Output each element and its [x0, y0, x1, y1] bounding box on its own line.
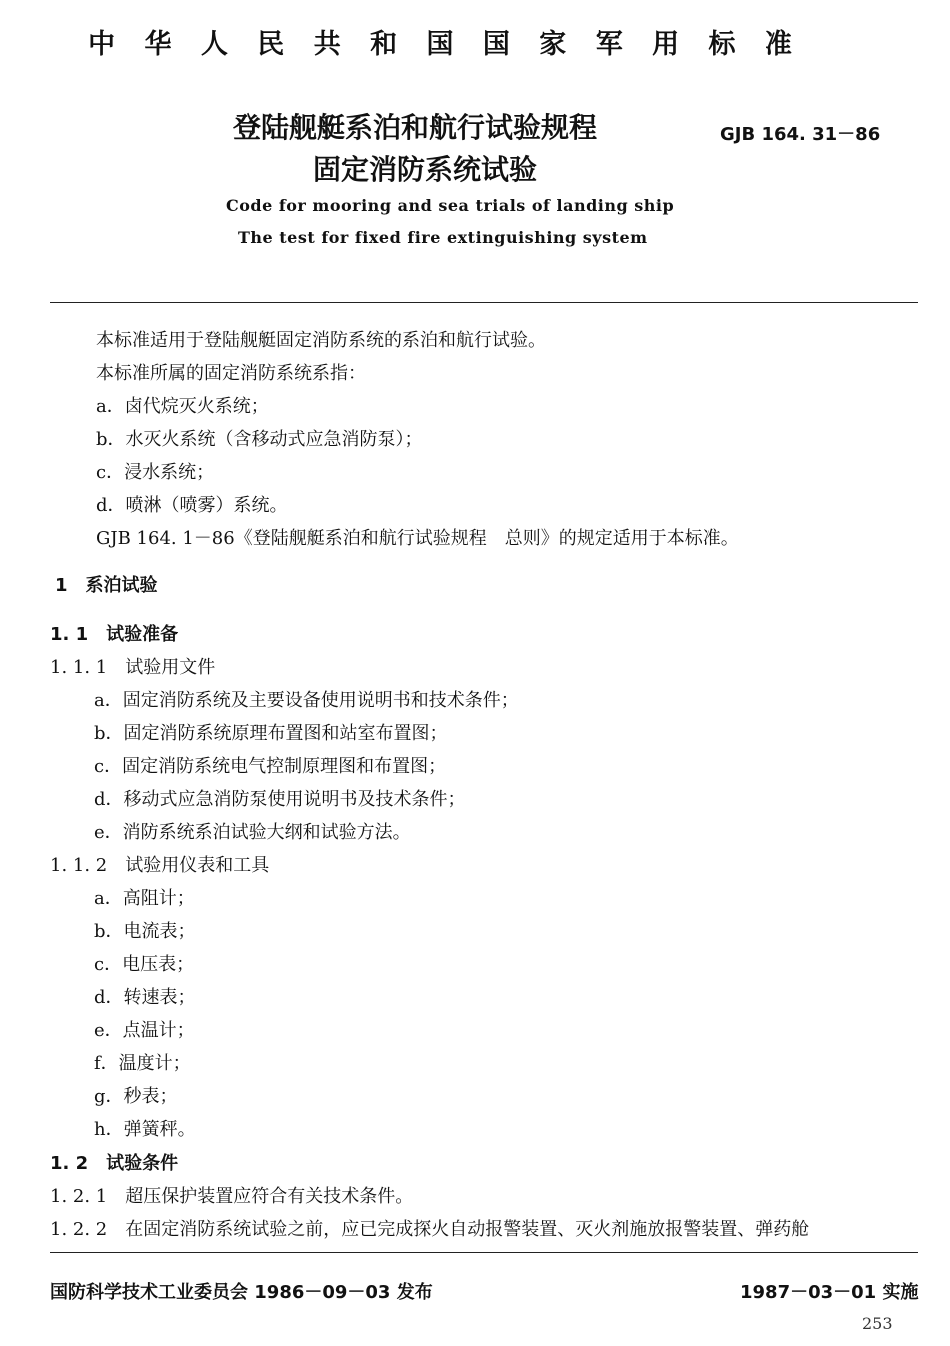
list-item: d．移动式应急消防泵使用说明书及技术条件； [94, 789, 466, 810]
title-english-line2: The test for fixed fire extinguishing system [238, 228, 648, 247]
list-item: g．秒表； [94, 1086, 178, 1107]
page-number: 253 [862, 1314, 893, 1333]
standard-number: GJB 164. 31－86 [720, 124, 881, 145]
list-item: c．电压表； [94, 954, 195, 975]
section-heading-1-1-1: 1. 1. 1 试验用文件 [50, 657, 216, 678]
reference-text: GJB 164. 1－86《登陆舰艇系泊和航行试验规程 总则》的规定适用于本标准。 [96, 528, 739, 549]
header-divider [50, 302, 918, 303]
section-heading-1: 1 系泊试验 [55, 575, 158, 596]
effective-date: 1987－03－01 实施 [740, 1282, 919, 1303]
list-item: d．喷淋（喷雾）系统。 [96, 495, 288, 516]
title-english-line1: Code for mooring and sea trials of landing ship [226, 196, 675, 215]
section-heading-1-2: 1. 2 试验条件 [50, 1153, 179, 1174]
clause-1-2-1: 1. 2. 1 超压保护装置应符合有关技术条件。 [50, 1186, 414, 1207]
list-item: a．高阻计； [94, 888, 195, 909]
clause-1-2-2: 1. 2. 2 在固定消防系统试验之前，应已完成探火自动报警装置、灭火剂施放报警装置、弹药舱 [50, 1219, 810, 1240]
list-item: f．温度计； [94, 1053, 191, 1074]
list-item: b．电流表； [94, 921, 196, 942]
section-heading-1-1-2: 1. 1. 2 试验用仪表和工具 [50, 855, 270, 876]
list-item: c．浸水系统； [96, 462, 215, 483]
issue-info: 国防科学技术工业委员会 1986－09－03 发布 [50, 1282, 433, 1303]
standard-banner: 中 华 人 民 共 和 国 国 家 军 用 标 准 [88, 29, 802, 60]
systems-intro: 本标准所属的固定消防系统系指： [96, 363, 366, 384]
list-item: b．水灭火系统（含移动式应急消防泵）； [96, 429, 423, 450]
list-item: b．固定消防系统原理布置图和站室布置图； [94, 723, 448, 744]
title-chinese-line1: 登陆舰艇系泊和航行试验规程 [233, 111, 598, 144]
list-item: a．固定消防系统及主要设备使用说明书和技术条件； [94, 690, 519, 711]
list-item: c．固定消防系统电气控制原理图和布置图； [94, 756, 447, 777]
list-item: e．点温计； [94, 1020, 195, 1041]
footer-divider [50, 1252, 918, 1253]
list-item: a．卤代烷灭火系统； [96, 396, 269, 417]
section-heading-1-1: 1. 1 试验准备 [50, 624, 179, 645]
list-item: d．转速表； [94, 987, 196, 1008]
title-chinese-line2: 固定消防系统试验 [313, 153, 538, 186]
list-item: h．弹簧秤。 [94, 1119, 196, 1140]
list-item: e．消防系统系泊试验大纲和试验方法。 [94, 822, 411, 843]
scope-text: 本标准适用于登陆舰艇固定消防系统的系泊和航行试验。 [96, 330, 546, 351]
